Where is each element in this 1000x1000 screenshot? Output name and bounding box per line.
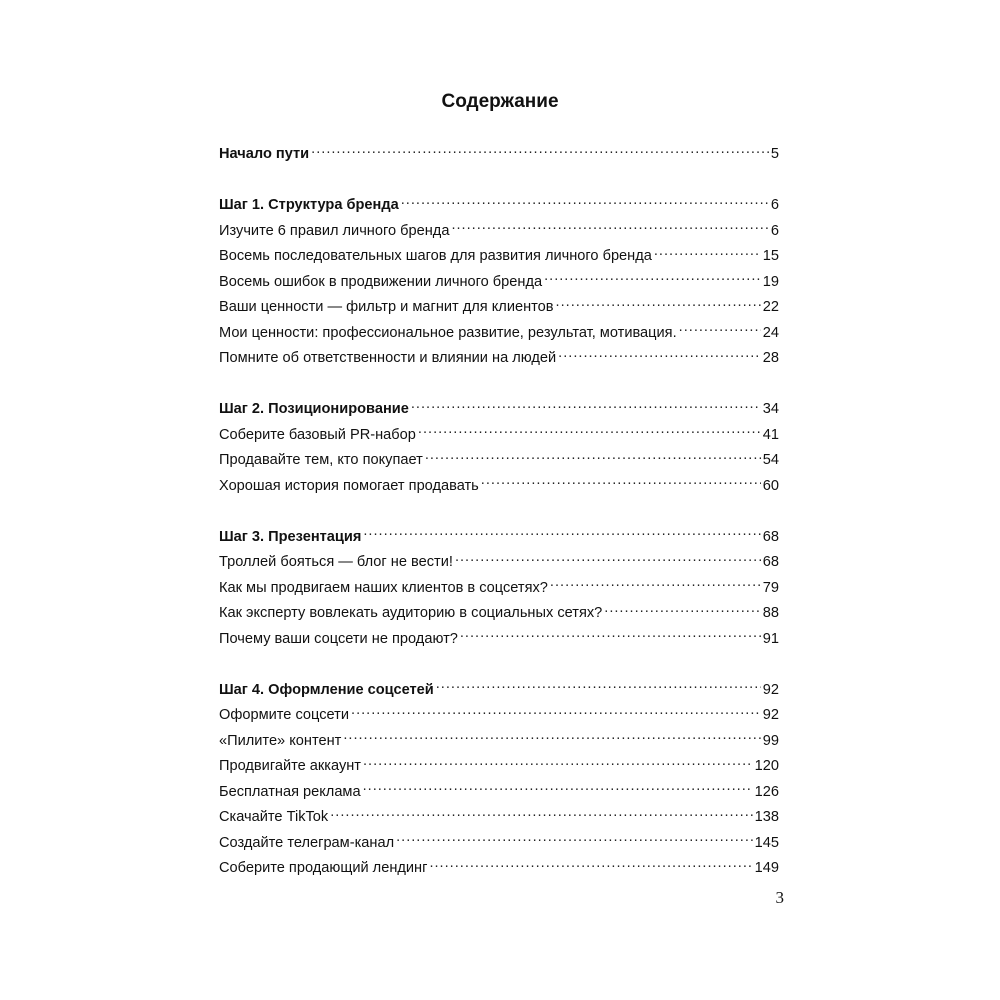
- toc-entry[interactable]: [219, 754, 779, 780]
- toc-entry-title: Ваши ценности — фильтр и магнит для клиентов: [219, 299, 554, 315]
- toc-entry-page: 22: [762, 299, 779, 315]
- dot-leader: [544, 274, 761, 286]
- toc-entry-title: Троллей бояться — блог не вести!: [219, 554, 453, 570]
- toc-entry-title: Продвигайте аккаунт: [219, 758, 361, 774]
- toc-entry-page: 60: [762, 477, 779, 494]
- dot-leader: [363, 529, 760, 541]
- dot-leader: [460, 631, 761, 643]
- toc-entry-page: 68: [762, 528, 779, 545]
- toc-entry-page: 92: [762, 707, 779, 723]
- toc-entry-page: 68: [762, 554, 779, 570]
- toc-entry-title: Скачайте TikTok: [219, 809, 329, 825]
- page-title: Содержание: [441, 91, 559, 112]
- toc-entry-title: Шаг 3. Презентация: [219, 528, 362, 545]
- toc-entry[interactable]: [219, 270, 779, 296]
- dot-leader: [556, 299, 761, 311]
- dot-leader: [418, 427, 761, 439]
- dot-leader: [679, 325, 761, 337]
- toc-entry-page: 34: [762, 401, 779, 417]
- toc-entry-page: 19: [762, 273, 779, 290]
- toc-entry-title: Шаг 1. Структура бренда: [219, 197, 399, 213]
- toc-chapter-entry[interactable]: [219, 525, 779, 551]
- toc-entry[interactable]: [219, 219, 779, 245]
- dot-leader: [654, 248, 761, 260]
- toc-entry-page: 41: [762, 426, 779, 443]
- toc-entry-page: 145: [754, 834, 779, 851]
- toc-entry-page: 120: [754, 758, 779, 774]
- toc-entry[interactable]: [219, 448, 779, 474]
- toc-entry[interactable]: [219, 295, 779, 321]
- toc-entry[interactable]: [219, 780, 779, 806]
- toc-entry[interactable]: [219, 321, 779, 347]
- dot-leader: [396, 835, 753, 847]
- toc-entry-page: 6: [770, 222, 779, 239]
- toc-entry-page: 126: [754, 783, 779, 800]
- toc-entry[interactable]: [219, 423, 779, 449]
- toc-entry-title: Помните об ответственности и влиянии на людей: [219, 350, 557, 366]
- dot-leader: [481, 478, 761, 490]
- toc-entry[interactable]: [219, 576, 779, 602]
- toc-entry-title: Изучите 6 правил личного бренда: [219, 222, 450, 239]
- toc-chapter-entry[interactable]: [219, 397, 779, 423]
- toc-chapter-entry[interactable]: [219, 142, 779, 168]
- toc-entry-title: Хорошая история помогает продавать: [219, 477, 479, 494]
- toc-entry[interactable]: [219, 703, 779, 729]
- toc-entry-title: Почему ваши соцсети не продают?: [219, 630, 458, 647]
- toc-entry[interactable]: [219, 729, 779, 755]
- dot-leader: [330, 809, 752, 821]
- toc-entry-title: Создайте телеграм-канал: [219, 834, 395, 851]
- toc-entry-title: Бесплатная реклама: [219, 783, 361, 800]
- toc-entry[interactable]: [219, 346, 779, 372]
- dot-leader: [429, 860, 752, 872]
- dot-leader: [425, 452, 761, 464]
- page-number: 3: [775, 888, 784, 907]
- toc-entry[interactable]: [219, 601, 779, 627]
- toc-entry[interactable]: [219, 474, 779, 500]
- dot-leader: [604, 605, 761, 617]
- dot-leader: [411, 401, 761, 413]
- toc-entry[interactable]: [219, 244, 779, 270]
- toc-chapter-entry[interactable]: [219, 678, 779, 704]
- toc-entry[interactable]: [219, 805, 779, 831]
- toc-entry-page: 149: [754, 860, 779, 876]
- toc-entry-page: 24: [762, 324, 779, 341]
- dot-leader: [363, 784, 753, 796]
- toc-entry-title: Мои ценности: профессиональное развитие, результат, мотивация.: [219, 324, 677, 341]
- toc-entry-title: Соберите базовый PR-набор: [219, 426, 416, 443]
- toc-entry-title: Начало пути: [219, 146, 310, 162]
- toc-entry-page: 28: [762, 350, 779, 366]
- dot-leader: [401, 197, 769, 209]
- dot-leader: [455, 554, 761, 566]
- toc-entry-title: Как эксперту вовлекать аудиторию в социальных сетях?: [219, 605, 603, 621]
- toc-entry-page: 99: [762, 732, 779, 749]
- dot-leader: [351, 707, 761, 719]
- dot-leader: [363, 758, 753, 770]
- dot-leader: [343, 733, 760, 745]
- toc-entry-page: 6: [770, 197, 779, 213]
- toc-entry-page: 88: [762, 605, 779, 621]
- toc-entry-title: Шаг 2. Позиционирование: [219, 401, 409, 417]
- dot-leader: [558, 350, 761, 362]
- dot-leader: [451, 223, 768, 235]
- toc-entry-page: 54: [762, 452, 779, 468]
- table-of-contents: [219, 142, 779, 882]
- toc-chapter-entry[interactable]: [219, 193, 779, 219]
- toc-entry-page: 92: [762, 681, 779, 698]
- dot-leader: [436, 682, 761, 694]
- toc-entry-title: Как мы продвигаем наших клиентов в соцсетях?: [219, 579, 548, 596]
- toc-entry-page: 5: [770, 146, 779, 162]
- toc-entry-title: Шаг 4. Оформление соцсетей: [219, 681, 434, 698]
- toc-entry[interactable]: [219, 831, 779, 857]
- toc-entry-title: Продавайте тем, кто покупает: [219, 452, 423, 468]
- toc-entry[interactable]: [219, 627, 779, 653]
- toc-entry-title: Соберите продающий лендинг: [219, 860, 428, 876]
- dot-leader: [311, 146, 769, 158]
- toc-entry-title: Оформите соцсети: [219, 707, 350, 723]
- toc-entry-page: 138: [754, 809, 779, 825]
- toc-entry-page: 15: [762, 248, 779, 264]
- toc-entry[interactable]: [219, 856, 779, 882]
- toc-entry-title: Восемь ошибок в продвижении личного бренда: [219, 273, 543, 290]
- toc-entry-page: 91: [762, 630, 779, 647]
- dot-leader: [550, 580, 761, 592]
- toc-entry[interactable]: [219, 550, 779, 576]
- toc-entry-page: 79: [762, 579, 779, 596]
- toc-entry-title: «Пилите» контент: [219, 732, 342, 749]
- toc-entry-title: Восемь последовательных шагов для развития личного бренда: [219, 248, 652, 264]
